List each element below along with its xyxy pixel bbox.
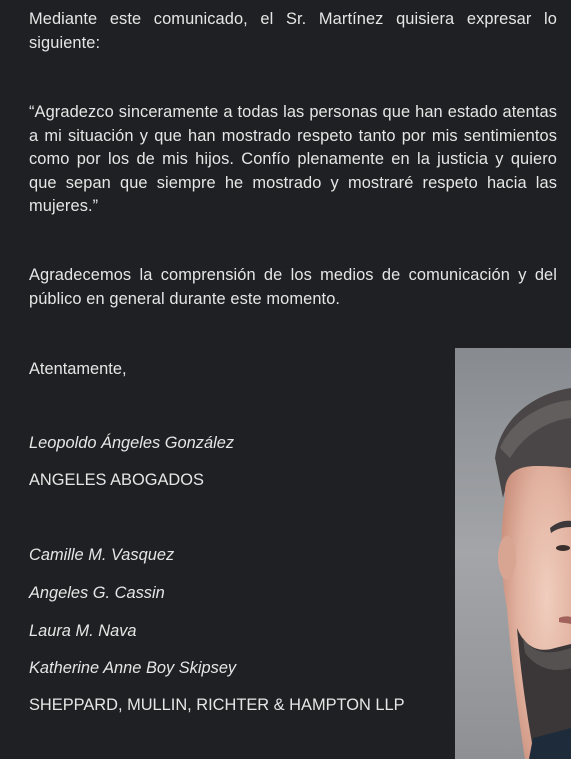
signer-name: Laura M. Nava xyxy=(29,622,137,640)
signer-name: Katherine Anne Boy Skipsey xyxy=(29,659,237,677)
quote-paragraph: “Agradezco sinceramente a todas las personas que han estado atentas a mi situación y que han mostrado respeto tanto por mis sentimientos como por los de mis hijos. Confío plenamente en la justicia y quiero que sepan que siempre he mostrado y mostraré respeto hacia las mujeres.” xyxy=(29,103,557,215)
closing-text: Atentamente, xyxy=(29,360,127,378)
intro-paragraph: Mediante este comunicado, el Sr. Martínez quisiera expresar lo siguiente: xyxy=(29,10,557,52)
law-firm-name: ANGELES ABOGADOS xyxy=(29,471,204,489)
person-photo-icon xyxy=(455,348,571,759)
person-photo xyxy=(455,348,571,759)
signer-name: Camille M. Vasquez xyxy=(29,546,175,564)
thanks-paragraph: Agradecemos la comprensión de los medios de comunicación y del público en general durante este momento. xyxy=(29,266,557,308)
signer-name: Leopoldo Ángeles González xyxy=(29,434,235,452)
signer-name: Angeles G. Cassin xyxy=(29,584,165,602)
law-firm-name: SHEPPARD, MULLIN, RICHTER & HAMPTON LLP xyxy=(29,696,405,714)
